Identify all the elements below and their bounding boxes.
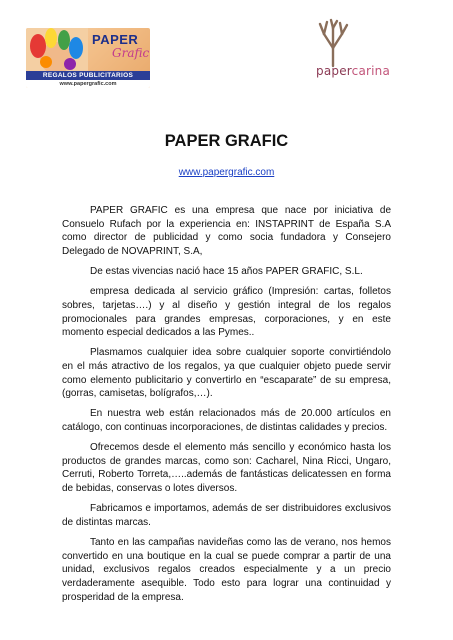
logo-name-part2: carina xyxy=(351,64,391,78)
paragraph: empresa dedicada al servicio gráfico (Impresión: cartas, folletos sobres, tarjetas….) y al diseño y gestión integral de los regalos promocionales para grandes empresas, corporaciones, y en este momento especial dedicados a las Pymes.. xyxy=(62,286,391,339)
paragraph: PAPER GRAFIC es una empresa que nace por iniciativa de Consuelo Rufach por la experiencia en: INSTAPRINT de España S.A como director de publicidad y como socia fundadora y Consejero Delegado de NOVAPRINT, S.A, xyxy=(62,205,391,258)
paragraph: Fabricamos e importamos, además de ser distribuidores exclusivos de distintas marcas. xyxy=(62,503,391,528)
page-title: PAPER GRAFIC xyxy=(164,132,289,150)
website-link[interactable]: www.papergrafic.com xyxy=(178,167,275,178)
logo-brand-line1: PAPER xyxy=(92,32,139,47)
painted-hands-icon xyxy=(26,28,88,74)
logo-url: www.papergrafic.com xyxy=(26,80,150,88)
logo-name-part1: paper xyxy=(316,64,352,78)
document-body xyxy=(62,204,391,611)
papercarina-logo xyxy=(306,18,426,86)
logo-right-name xyxy=(316,64,390,78)
hand-branch-icon xyxy=(314,18,352,68)
paragraph: Plasmamos cualquier idea sobre cualquier soporte convirtiéndolo en el más atractivo de los regalos, ya que cualquier objeto puede servir como elemento publicitario y convertirlo en “escaparate” de su empresa, (gorras, camisetas, bolígrafos,…). xyxy=(62,347,391,400)
paragraph: En nuestra web están relacionados más de 20.000 artículos en catálogo, con continuas incorporaciones, de distintas calidades y precios. xyxy=(62,408,391,434)
logo-banner: REGALOS PUBLICITARIOS xyxy=(26,71,150,80)
paragraph: De estas vivencias nació hace 15 años PAPER GRAFIC, S.L. xyxy=(90,266,363,278)
paragraph: Ofrecemos desde el elemento más sencillo y económico hasta los productos de grandes marcas, como son: Cacharel, Nina Ricci, Ungaro, Cerruti, Roberto Torreta,…..además de fantásticas delicatessen en forma de bebidas, conservas o lotes diversos. xyxy=(62,442,391,495)
paragraph: Tanto en las campañas navideñas como las de verano, nos hemos convertido en una boutique en la cual se puede comprar a partir de una unidad, exclusivos regalos creados especialmente y a un precio verdaderamente asequible. Todo esto para lograr una continuidad y prosperidad de la empresa. xyxy=(62,536,391,603)
paper-grafic-logo xyxy=(26,28,150,88)
logo-brand-line2: Grafic xyxy=(112,46,150,60)
